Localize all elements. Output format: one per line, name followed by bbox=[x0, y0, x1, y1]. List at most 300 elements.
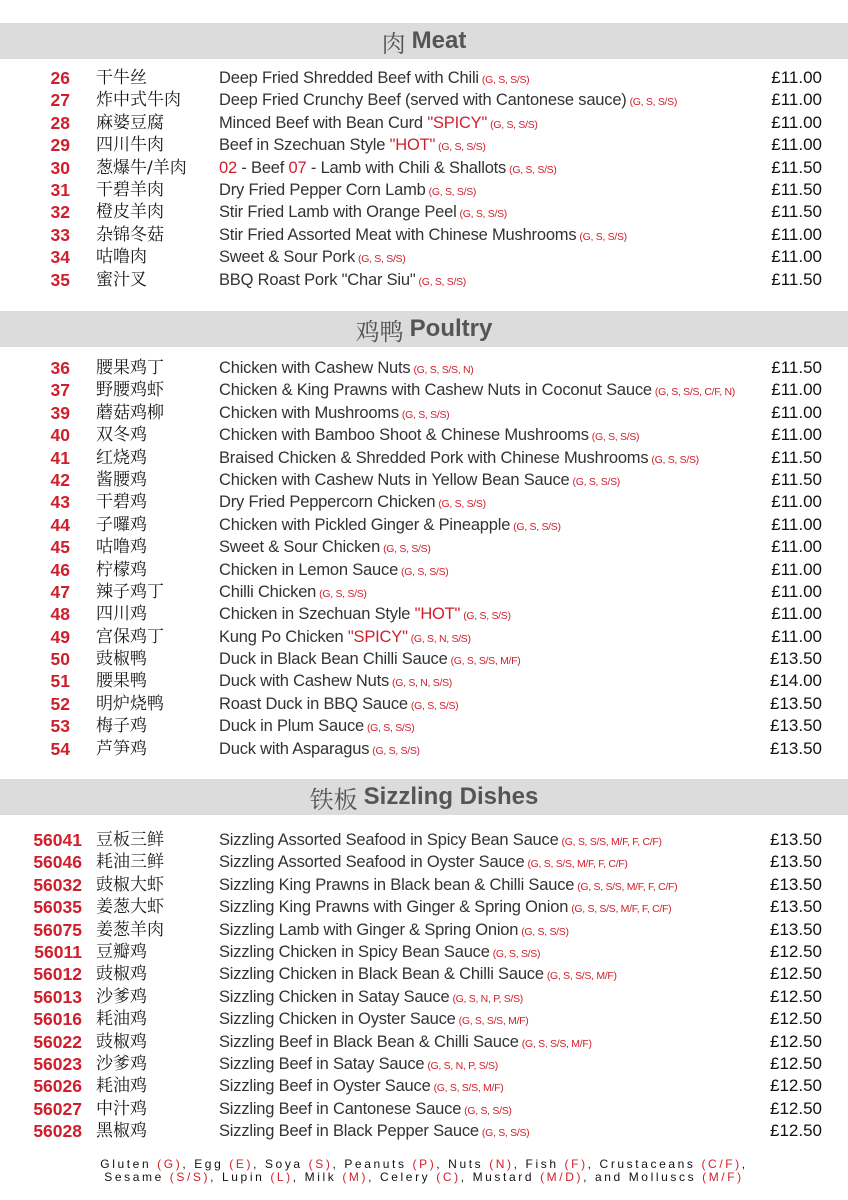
item-description-text: Sizzling Chicken in Spicy Bean Sauce bbox=[219, 942, 490, 961]
item-price: £12.50 bbox=[770, 1031, 822, 1051]
menu-item-row bbox=[0, 201, 848, 223]
allergen-name: Soya bbox=[264, 1157, 303, 1171]
item-number: 48 bbox=[50, 604, 70, 625]
allergen-name: and Molluscs bbox=[594, 1170, 697, 1184]
menu-item-row bbox=[0, 1008, 848, 1030]
item-number: 56026 bbox=[33, 1076, 82, 1097]
allergen-codes: (G, S, S/S, M/F) bbox=[546, 970, 617, 983]
section-title-en: Poultry bbox=[409, 315, 493, 342]
item-description bbox=[219, 536, 431, 560]
option-code: 02 bbox=[219, 158, 237, 177]
item-description bbox=[219, 829, 662, 853]
item-description-text: Beef in Szechuan Style bbox=[219, 136, 386, 155]
item-number: 29 bbox=[50, 135, 70, 156]
item-price: £12.50 bbox=[770, 1053, 822, 1073]
item-description-text: Sweet & Sour Chicken bbox=[219, 538, 381, 557]
item-chinese-name: 野腰鸡虾 bbox=[96, 380, 164, 401]
item-description bbox=[219, 559, 449, 583]
allergen-codes: (G, S, S/S, M/F, F, C/F) bbox=[571, 903, 672, 916]
item-description-text: Chicken with Mushrooms bbox=[219, 403, 399, 422]
menu-item-row bbox=[0, 447, 848, 469]
item-description bbox=[219, 269, 466, 293]
menu-item-row bbox=[0, 896, 848, 918]
allergen-codes: (G, S, S/S, M/F) bbox=[433, 1082, 504, 1095]
item-number: 56012 bbox=[33, 964, 82, 985]
item-description-text: Sweet & Sour Pork bbox=[219, 248, 355, 267]
item-chinese-name: 杂锦冬菇 bbox=[96, 224, 164, 245]
item-description-text: Braised Chicken & Shredded Pork with Chinese Mushrooms bbox=[219, 448, 649, 467]
item-price: £12.50 bbox=[770, 1076, 822, 1096]
item-description-text: BBQ Roast Pork "Char Siu" bbox=[219, 270, 416, 289]
menu-item-row bbox=[0, 603, 848, 625]
menu-item-row bbox=[0, 112, 848, 134]
item-description bbox=[219, 224, 627, 248]
allergen-code: (P) bbox=[412, 1157, 437, 1171]
item-price: £11.00 bbox=[771, 492, 822, 512]
item-description bbox=[219, 738, 420, 762]
allergen-codes: (G, S, N, P, S/S) bbox=[427, 1059, 498, 1072]
item-price: £11.50 bbox=[771, 202, 822, 222]
section-title-en: Meat bbox=[411, 27, 467, 54]
allergen-codes: (G, S, S/S) bbox=[358, 253, 406, 266]
item-price: £11.00 bbox=[771, 581, 822, 601]
item-chinese-name: 双冬鸡 bbox=[96, 425, 147, 446]
item-price: £13.50 bbox=[770, 738, 822, 758]
section-header-sizzling bbox=[0, 779, 848, 815]
menu-item-row bbox=[0, 986, 848, 1008]
allergen-code: (M/D) bbox=[540, 1170, 584, 1184]
item-description bbox=[219, 491, 486, 515]
item-description-text: Chilli Chicken bbox=[219, 582, 317, 601]
item-description-text: Chicken with Bamboo Shoot & Chinese Mushrooms bbox=[219, 426, 589, 445]
item-description-text: Chicken with Pickled Ginger & Pineapple bbox=[219, 515, 511, 534]
option-text: - Lamb with Chili & Shallots bbox=[306, 158, 507, 177]
item-description-text: Sizzling King Prawns in Black bean & Chilli Sauce bbox=[219, 875, 575, 894]
menu-item-row bbox=[0, 491, 848, 513]
item-number: 56075 bbox=[33, 919, 82, 940]
item-number: 56022 bbox=[33, 1031, 82, 1052]
item-description bbox=[219, 919, 569, 943]
item-number: 34 bbox=[50, 247, 70, 268]
item-description bbox=[219, 1008, 529, 1032]
allergen-code: (N) bbox=[489, 1157, 514, 1171]
allergen-codes: (G, S, S/S) bbox=[372, 744, 420, 757]
item-description-text: Chicken & King Prawns with Cashew Nuts in Coconut Sauce bbox=[219, 381, 652, 400]
item-price: £11.00 bbox=[771, 224, 822, 244]
item-chinese-name: 中汁鸡 bbox=[96, 1098, 147, 1119]
menu-item-row bbox=[0, 179, 848, 201]
item-number: 45 bbox=[50, 537, 70, 558]
item-price: £11.00 bbox=[771, 604, 822, 624]
menu-item-row bbox=[0, 1120, 848, 1142]
item-chinese-name: 四川牛肉 bbox=[96, 135, 164, 156]
allergen-codes: (G, S, S/S, M/F, F, C/F) bbox=[527, 858, 628, 871]
item-description bbox=[219, 379, 735, 403]
item-number: 56028 bbox=[33, 1121, 82, 1142]
item-price: £11.00 bbox=[771, 380, 822, 400]
item-chinese-name: 子囉鸡 bbox=[96, 514, 147, 535]
item-description-text: Dry Fried Pepper Corn Lamb bbox=[219, 180, 426, 199]
item-description-text: Duck with Asparagus bbox=[219, 739, 370, 758]
item-price: £12.50 bbox=[770, 986, 822, 1006]
item-price: £11.00 bbox=[771, 626, 822, 646]
item-price: £12.50 bbox=[770, 964, 822, 984]
allergen-codes: (G, S, S/S) bbox=[481, 1127, 530, 1140]
allergen-codes: (G, S, S/S) bbox=[513, 520, 561, 533]
item-number: 26 bbox=[50, 68, 70, 88]
item-chinese-name: 辣子鸡丁 bbox=[96, 581, 164, 602]
item-description-text: Chicken in Szechuan Style bbox=[219, 605, 411, 624]
item-number: 49 bbox=[50, 626, 70, 647]
item-chinese-name: 豆板三鲜 bbox=[96, 830, 164, 850]
item-description-text: Deep Fried Shredded Beef with Chili bbox=[219, 69, 479, 87]
item-description bbox=[219, 469, 620, 493]
item-chinese-name: 沙爹鸡 bbox=[96, 986, 147, 1007]
item-price: £11.00 bbox=[771, 90, 822, 110]
allergen-codes: (G, S, S/S) bbox=[579, 230, 627, 243]
item-description bbox=[219, 963, 617, 987]
allergen-codes: (G, S, S/S) bbox=[521, 925, 569, 938]
item-chinese-name: 豉椒大虾 bbox=[96, 874, 164, 895]
allergen-codes: (G, S, S/S, M/F, F, C/F) bbox=[577, 880, 678, 893]
item-price: £13.50 bbox=[770, 830, 822, 849]
item-price: £12.50 bbox=[770, 1009, 822, 1029]
item-number: 27 bbox=[50, 90, 70, 111]
menu-item-row bbox=[0, 648, 848, 670]
item-chinese-name: 耗油三鲜 bbox=[96, 852, 164, 873]
item-description bbox=[219, 896, 671, 920]
item-price: £11.00 bbox=[771, 425, 822, 445]
allergen-codes: (G, S, S/S) bbox=[366, 722, 415, 735]
poultry-list bbox=[0, 357, 848, 760]
item-description-text: Sizzling Lamb with Ginger & Spring Onion bbox=[219, 920, 519, 939]
allergen-codes: (G, S, S/S) bbox=[481, 74, 530, 86]
allergen-codes: (G, S, N, S/S) bbox=[392, 677, 453, 690]
menu-item-row bbox=[0, 559, 848, 581]
allergen-name: Mustard bbox=[472, 1170, 535, 1184]
menu-item-row bbox=[0, 941, 848, 963]
item-price: £13.50 bbox=[770, 649, 822, 669]
item-description bbox=[219, 693, 458, 717]
item-chinese-name: 咕噜肉 bbox=[96, 247, 147, 268]
allergen-code: (C/F) bbox=[701, 1157, 742, 1171]
item-chinese-name: 耗油鸡 bbox=[96, 1076, 147, 1097]
item-number: 52 bbox=[50, 693, 70, 714]
item-description bbox=[219, 157, 557, 181]
section-header-meat bbox=[0, 23, 848, 59]
item-chinese-name: 豆瓣鸡 bbox=[96, 941, 147, 962]
item-price: £13.50 bbox=[770, 693, 822, 713]
menu-item-row bbox=[0, 874, 848, 896]
item-chinese-name: 梅子鸡 bbox=[96, 716, 147, 737]
menu-item-row bbox=[0, 581, 848, 603]
allergen-codes: (G, S, S/S) bbox=[410, 699, 459, 712]
item-description bbox=[219, 424, 639, 448]
item-chinese-name: 葱爆牛/羊肉 bbox=[96, 157, 187, 178]
item-price: £11.00 bbox=[771, 68, 822, 87]
menu-item-row bbox=[0, 89, 848, 111]
item-chinese-name: 腰果鸡丁 bbox=[96, 358, 164, 378]
item-price: £13.50 bbox=[770, 852, 822, 872]
item-description-text: Sizzling Chicken in Satay Sauce bbox=[219, 987, 450, 1006]
menu-item-row bbox=[0, 134, 848, 156]
menu-item-row bbox=[0, 851, 848, 873]
menu-item-row bbox=[0, 1098, 848, 1120]
item-description bbox=[219, 134, 486, 158]
item-price: £11.50 bbox=[771, 157, 822, 177]
section-title-zh: 铁板 bbox=[309, 785, 358, 814]
item-number: 44 bbox=[50, 514, 70, 535]
item-chinese-name: 腰果鸭 bbox=[96, 671, 147, 692]
allergen-name: Nuts bbox=[448, 1157, 484, 1171]
item-description bbox=[219, 179, 476, 203]
allergen-codes: (G, S, S/S) bbox=[319, 587, 367, 600]
item-price: £12.50 bbox=[770, 1098, 822, 1118]
item-number: 33 bbox=[50, 224, 70, 245]
item-price: £11.00 bbox=[771, 135, 822, 155]
item-number: 28 bbox=[50, 112, 70, 133]
item-description-text: Chicken in Lemon Sauce bbox=[219, 560, 399, 579]
item-chinese-name: 麻婆豆腐 bbox=[96, 112, 164, 133]
item-chinese-name: 干碧鸡 bbox=[96, 492, 147, 513]
allergen-codes: (G, S, S/S, M/F) bbox=[521, 1037, 592, 1050]
item-price: £11.50 bbox=[771, 179, 822, 199]
item-chinese-name: 芦笋鸡 bbox=[96, 738, 147, 759]
item-number: 56016 bbox=[33, 1009, 82, 1030]
item-price: £11.50 bbox=[771, 469, 822, 489]
item-description-text: Sizzling Assorted Seafood in Spicy Bean Sauce bbox=[219, 831, 559, 849]
item-description bbox=[219, 851, 628, 875]
item-description-text: Sizzling Chicken in Black Bean & Chilli Sauce bbox=[219, 965, 544, 984]
item-chinese-name: 豉椒鸭 bbox=[96, 649, 147, 670]
allergen-codes: (G, S, S/S) bbox=[463, 610, 511, 623]
allergen-name: Sesame bbox=[104, 1170, 164, 1184]
item-chinese-name: 干牛丝 bbox=[96, 68, 147, 88]
item-description-text: Sizzling Assorted Seafood in Oyster Sauce bbox=[219, 853, 525, 872]
item-description-text: Duck with Cashew Nuts bbox=[219, 672, 390, 691]
item-number: 46 bbox=[50, 559, 70, 580]
item-number: 36 bbox=[50, 358, 70, 378]
menu-item-row bbox=[0, 829, 848, 851]
section-header-poultry bbox=[0, 311, 848, 347]
item-description bbox=[219, 941, 540, 965]
item-price: £13.50 bbox=[770, 897, 822, 917]
menu-item-row bbox=[0, 536, 848, 558]
item-chinese-name: 黑椒鸡 bbox=[96, 1121, 147, 1142]
item-chinese-name: 酱腰鸡 bbox=[96, 469, 147, 490]
item-price: £11.50 bbox=[771, 358, 822, 377]
item-price: £11.00 bbox=[771, 559, 822, 579]
spice-label: "SPICY" bbox=[427, 113, 488, 132]
item-number: 56041 bbox=[33, 830, 82, 850]
item-price: £11.00 bbox=[771, 514, 822, 534]
allergen-name: Milk bbox=[304, 1170, 337, 1184]
menu-item-row bbox=[0, 626, 848, 648]
item-description bbox=[219, 648, 520, 672]
allergen-codes: (G, S, S/S, M/F) bbox=[458, 1015, 529, 1028]
item-chinese-name: 干碧羊肉 bbox=[96, 179, 164, 200]
menu-item-row bbox=[0, 919, 848, 941]
item-number: 41 bbox=[50, 447, 70, 468]
allergen-codes: (G, S, S/S) bbox=[418, 275, 467, 288]
item-description-text: Duck in Black Bean Chilli Sauce bbox=[219, 650, 448, 669]
menu-item-row bbox=[0, 469, 848, 491]
item-number: 35 bbox=[50, 269, 70, 290]
item-number: 53 bbox=[50, 716, 70, 737]
item-chinese-name: 明炉烧鸭 bbox=[96, 693, 164, 714]
item-chinese-name: 沙爹鸡 bbox=[96, 1053, 147, 1074]
allergen-key bbox=[0, 1158, 848, 1184]
allergen-code: (M) bbox=[342, 1170, 369, 1184]
item-number: 56046 bbox=[33, 852, 82, 873]
item-description bbox=[219, 402, 449, 426]
menu-item-row bbox=[0, 715, 848, 737]
menu-item-row bbox=[0, 224, 848, 246]
item-description-text: Sizzling King Prawns with Ginger & Spring Onion bbox=[219, 898, 569, 917]
allergen-codes: (G, S, S/S) bbox=[383, 543, 431, 556]
allergen-codes: (G, S, S/S) bbox=[428, 185, 477, 198]
menu-item-row bbox=[0, 1053, 848, 1075]
item-number: 30 bbox=[50, 157, 70, 178]
item-number: 39 bbox=[50, 402, 70, 423]
item-description-text: Duck in Plum Sauce bbox=[219, 717, 364, 736]
allergen-line-2: Sesame (S/S), Lupin (L), Milk (M), Celery (C), Mustard (M/D), and Molluscs (M/F) bbox=[104, 1170, 744, 1184]
item-price: £11.00 bbox=[771, 402, 822, 422]
allergen-codes: (G, S, S/S) bbox=[629, 96, 678, 109]
item-description bbox=[219, 112, 538, 136]
item-description-text: Sizzling Beef in Black Pepper Sauce bbox=[219, 1122, 479, 1141]
allergen-name: Egg bbox=[194, 1157, 224, 1171]
item-chinese-name: 四川鸡 bbox=[96, 604, 147, 625]
allergen-code: (S) bbox=[308, 1157, 333, 1171]
item-description-text: Minced Beef with Bean Curd bbox=[219, 113, 423, 132]
allergen-code: (L) bbox=[270, 1170, 293, 1184]
item-number: 56027 bbox=[33, 1098, 82, 1119]
allergen-name: Celery bbox=[380, 1170, 431, 1184]
menu-item-row bbox=[0, 157, 848, 179]
item-description-text: Stir Fried Assorted Meat with Chinese Mushrooms bbox=[219, 225, 577, 244]
allergen-codes: (G, S, S/S) bbox=[492, 947, 541, 960]
item-description-text: Deep Fried Crunchy Beef (served with Cantonese sauce) bbox=[219, 91, 627, 110]
item-price: £11.50 bbox=[771, 269, 822, 289]
item-chinese-name: 豉椒鸡 bbox=[96, 964, 147, 985]
section-title-zh: 鸡鸭 bbox=[355, 317, 404, 346]
item-price: £13.50 bbox=[770, 919, 822, 939]
item-description-text: Kung Po Chicken bbox=[219, 627, 344, 646]
item-number: 51 bbox=[50, 671, 70, 692]
spice-label: "HOT" bbox=[414, 605, 461, 624]
allergen-codes: (G, S, N, S/S) bbox=[410, 632, 471, 645]
item-description bbox=[219, 67, 529, 91]
item-number: 50 bbox=[50, 649, 70, 670]
item-number: 43 bbox=[50, 492, 70, 513]
menu-item-row bbox=[0, 67, 848, 89]
item-chinese-name: 柠檬鸡 bbox=[96, 559, 147, 580]
item-description-text: Chicken with Cashew Nuts in Yellow Bean Sauce bbox=[219, 470, 570, 489]
menu-item-row bbox=[0, 514, 848, 536]
allergen-codes: (G, S, S/S) bbox=[438, 498, 486, 511]
section-title-en: Sizzling Dishes bbox=[363, 783, 539, 810]
menu-item-row bbox=[0, 246, 848, 268]
allergen-codes: (G, S, S/S) bbox=[651, 453, 699, 466]
item-description-text: Chicken with Cashew Nuts bbox=[219, 359, 411, 377]
item-description-text: Sizzling Beef in Black Bean & Chilli Sauce bbox=[219, 1032, 519, 1051]
item-chinese-name: 姜葱大虾 bbox=[96, 897, 164, 918]
allergen-code: (M/F) bbox=[702, 1170, 744, 1184]
menu-item-row bbox=[0, 738, 848, 760]
allergen-codes: (G, S, S/S) bbox=[464, 1104, 512, 1117]
menu-item-row bbox=[0, 269, 848, 291]
menu-item-row bbox=[0, 357, 848, 379]
allergen-codes: (G, S, S/S) bbox=[572, 475, 621, 488]
menu-item-row bbox=[0, 1075, 848, 1097]
item-number: 56011 bbox=[34, 941, 82, 962]
item-chinese-name: 红烧鸡 bbox=[96, 447, 147, 468]
item-description bbox=[219, 89, 677, 113]
allergen-codes: (G, S, S/S) bbox=[490, 118, 538, 131]
item-number: 56023 bbox=[33, 1053, 82, 1074]
allergen-name: Lupin bbox=[222, 1170, 265, 1184]
item-description bbox=[219, 670, 452, 694]
allergen-codes: (G, S, S/S) bbox=[401, 565, 449, 578]
item-price: £13.50 bbox=[770, 874, 822, 894]
item-price: £12.50 bbox=[770, 1121, 822, 1141]
item-description bbox=[219, 447, 699, 471]
item-number: 40 bbox=[50, 425, 70, 446]
allergen-code: (S/S) bbox=[169, 1170, 211, 1184]
allergen-codes: (G, S, S/S, M/F, F, C/F) bbox=[561, 836, 662, 848]
item-price: £11.00 bbox=[771, 537, 822, 557]
item-description-text: Roast Duck in BBQ Sauce bbox=[219, 694, 408, 713]
allergen-name: Gluten bbox=[100, 1157, 152, 1171]
option-code: 07 bbox=[288, 158, 307, 177]
sizzling-list bbox=[0, 829, 848, 1142]
item-chinese-name: 豉椒鸡 bbox=[96, 1031, 147, 1052]
item-number: 47 bbox=[50, 581, 70, 602]
item-description bbox=[219, 1053, 498, 1077]
item-description bbox=[219, 357, 473, 381]
menu-item-row bbox=[0, 1031, 848, 1053]
menu-item-row bbox=[0, 424, 848, 446]
item-description-text: Stir Fried Lamb with Orange Peel bbox=[219, 203, 457, 222]
item-chinese-name: 宫保鸡丁 bbox=[96, 626, 164, 647]
allergen-name: Crustaceans bbox=[599, 1157, 696, 1171]
menu-item-row bbox=[0, 379, 848, 401]
allergen-code: (C) bbox=[436, 1170, 461, 1184]
item-chinese-name: 橙皮羊肉 bbox=[96, 202, 164, 223]
item-chinese-name: 炸中式牛肉 bbox=[96, 90, 181, 111]
allergen-codes: (G, S, S/S) bbox=[509, 163, 557, 176]
menu-item-row bbox=[0, 670, 848, 692]
item-number: 37 bbox=[50, 380, 70, 401]
item-description bbox=[219, 626, 471, 650]
menu-item-row bbox=[0, 693, 848, 715]
item-price: £11.00 bbox=[771, 112, 822, 132]
item-price: £11.00 bbox=[771, 247, 822, 267]
item-number: 32 bbox=[50, 202, 70, 223]
item-chinese-name: 咕噜鸡 bbox=[96, 537, 147, 558]
item-price: £13.50 bbox=[770, 716, 822, 736]
item-description bbox=[219, 581, 367, 605]
item-description bbox=[219, 603, 511, 627]
item-description bbox=[219, 201, 507, 225]
allergen-code: (G) bbox=[157, 1157, 183, 1171]
item-number: 31 bbox=[50, 179, 70, 200]
item-description bbox=[219, 1098, 512, 1122]
item-description-text: Sizzling Chicken in Oyster Sauce bbox=[219, 1010, 456, 1029]
spice-label: "SPICY" bbox=[347, 627, 408, 646]
option-text: - Beef bbox=[236, 158, 289, 177]
